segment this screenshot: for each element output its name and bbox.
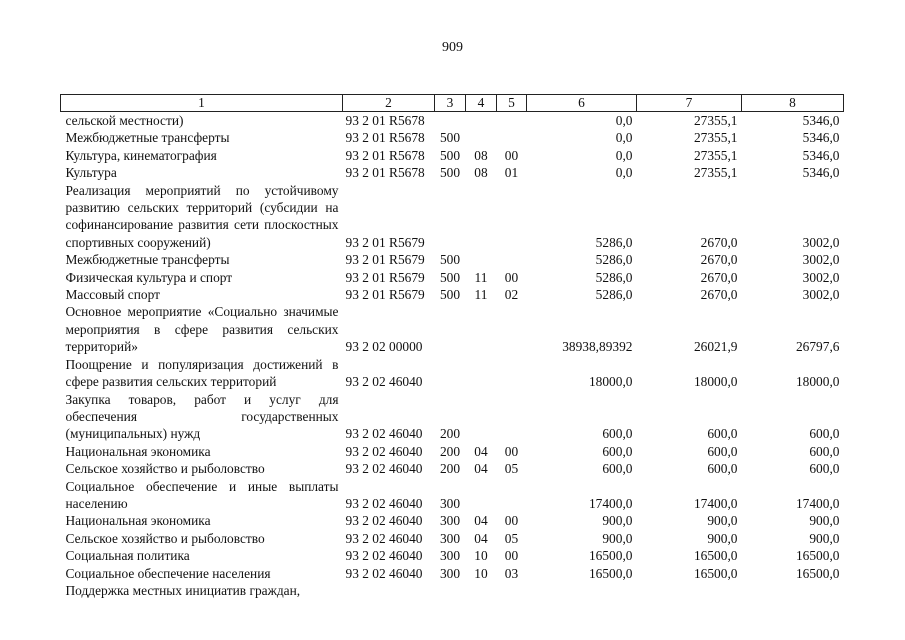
table-row: [61, 251, 844, 268]
amount-year-2-cell: 900,0: [707, 530, 738, 546]
target-code-cell: 93 2 02 46040: [345, 565, 423, 581]
budget-table: [60, 94, 844, 599]
target-code-cell: 93 2 02 46040: [345, 548, 423, 564]
amount-year-2-cell: 27355,1: [693, 147, 738, 163]
expense-type-cell: 300: [439, 565, 461, 581]
target-code-cell: 93 2 02 00000: [345, 339, 423, 355]
subsection-code-cell: [497, 478, 527, 513]
table-row: [61, 478, 844, 513]
section-code-cell: 04: [474, 513, 488, 529]
target-code-cell: 93 2 01 R5678: [345, 130, 425, 146]
amount-year-2-cell: 2670,0: [700, 252, 738, 268]
row-name-cell: Поддержка местных инициатив граждан,: [65, 582, 301, 598]
table-row: [61, 547, 844, 564]
amount-year-3-cell: [742, 582, 844, 599]
subsection-code-cell: [497, 129, 527, 146]
amount-year-1-cell: [527, 582, 637, 599]
expense-type-cell: 300: [439, 548, 461, 564]
column-header: 6: [527, 95, 637, 112]
section-code-cell: [466, 478, 497, 513]
section-code-cell: [466, 251, 497, 268]
section-code-cell: 04: [474, 461, 488, 477]
table-row: [61, 182, 844, 252]
row-name-cell: сельской местности): [65, 113, 184, 128]
row-name-cell: Реализация мероприятий по устойчивому развитию сельских территорий (субсидии на софинансирование развития сети плоскостных спортивных сооружений): [65, 182, 339, 250]
table-row: [61, 164, 844, 181]
row-name-cell: Закупка товаров, работ и услуг для обеспечения государственных (муниципальных) нужд: [65, 391, 339, 442]
subsection-code-cell: [497, 391, 527, 443]
row-name-cell: Культура, кинематография: [65, 147, 217, 163]
amount-year-1-cell: 5286,0: [595, 287, 633, 303]
column-header: 5: [497, 95, 527, 112]
table-row: [61, 286, 844, 303]
amount-year-2-cell: 2670,0: [700, 269, 738, 285]
subsection-code-cell: 02: [504, 287, 519, 303]
amount-year-3-cell: 3002,0: [802, 269, 840, 285]
amount-year-2-cell: 600,0: [707, 461, 738, 477]
amount-year-1-cell: 0,0: [615, 113, 633, 128]
row-name-cell: Национальная экономика: [65, 513, 211, 529]
amount-year-1-cell: 0,0: [615, 147, 633, 163]
amount-year-1-cell: 900,0: [602, 530, 633, 546]
row-name-cell: Физическая культура и спорт: [65, 269, 233, 285]
amount-year-3-cell: 3002,0: [802, 234, 840, 250]
amount-year-3-cell: 600,0: [809, 443, 840, 459]
subsection-code-cell: [497, 112, 527, 130]
table-header: [61, 95, 844, 112]
amount-year-3-cell: 3002,0: [802, 287, 840, 303]
subsection-code-cell: 05: [504, 461, 519, 477]
expense-type-cell: 200: [439, 443, 461, 459]
expense-type-cell: [435, 582, 466, 599]
column-header: 7: [637, 95, 742, 112]
table-row: [61, 512, 844, 529]
section-code-cell: 11: [474, 287, 488, 303]
amount-year-1-cell: 38938,89392: [562, 339, 633, 355]
amount-year-2-cell: 18000,0: [693, 374, 738, 390]
section-code-cell: [466, 582, 497, 599]
target-code-cell: 93 2 02 46040: [345, 530, 423, 546]
table-row: [61, 443, 844, 460]
target-code-cell: 93 2 01 R5678: [345, 165, 425, 181]
row-name-cell: Межбюджетные трансферты: [65, 130, 230, 146]
expense-type-cell: 300: [439, 513, 461, 529]
subsection-code-cell: 00: [504, 443, 519, 459]
amount-year-3-cell: 600,0: [809, 461, 840, 477]
table-row: [61, 582, 844, 599]
amount-year-1-cell: 0,0: [615, 165, 633, 181]
amount-year-1-cell: 5286,0: [595, 234, 633, 250]
subsection-code-cell: 03: [504, 565, 519, 581]
row-name-cell: Социальное обеспечение и иные выплаты населению: [65, 478, 339, 511]
target-code-cell: 93 2 02 46040: [345, 443, 423, 459]
amount-year-3-cell: 900,0: [809, 530, 840, 546]
expense-type-cell: 500: [439, 287, 461, 303]
amount-year-3-cell: 3002,0: [802, 252, 840, 268]
row-name-cell: Основное мероприятие «Социально значимые мероприятия в сфере развития сельских территорий»: [65, 304, 339, 355]
expense-type-cell: 200: [439, 426, 461, 442]
table-body: [61, 112, 844, 600]
target-code-cell: 93 2 02 46040: [345, 495, 423, 511]
table-row: [61, 129, 844, 146]
amount-year-2-cell: 16500,0: [693, 565, 738, 581]
section-code-cell: 11: [474, 269, 488, 285]
column-header: 3: [435, 95, 466, 112]
column-header: 2: [343, 95, 435, 112]
amount-year-1-cell: 0,0: [615, 130, 633, 146]
target-code-cell: 93 2 01 R5678: [345, 113, 425, 128]
table-row: [61, 112, 844, 130]
amount-year-2-cell: 600,0: [707, 426, 738, 442]
section-code-cell: [466, 356, 497, 391]
amount-year-2-cell: 26021,9: [693, 339, 738, 355]
expense-type-cell: [435, 112, 466, 130]
amount-year-1-cell: 5286,0: [595, 269, 633, 285]
expense-type-cell: [435, 303, 466, 355]
amount-year-1-cell: 600,0: [602, 443, 633, 459]
section-code-cell: 08: [474, 147, 488, 163]
row-name-cell: Социальная политика: [65, 548, 190, 564]
subsection-code-cell: 00: [504, 147, 519, 163]
amount-year-1-cell: 900,0: [602, 513, 633, 529]
section-code-cell: [466, 391, 497, 443]
amount-year-2-cell: 600,0: [707, 443, 738, 459]
section-code-cell: 04: [474, 530, 488, 546]
expense-type-cell: 500: [439, 269, 461, 285]
table-row: [61, 356, 844, 391]
expense-type-cell: [435, 356, 466, 391]
target-code-cell: 93 2 02 46040: [345, 513, 423, 529]
expense-type-cell: [435, 182, 466, 252]
target-code-cell: 93 2 02 46040: [345, 374, 423, 390]
table-row: [61, 147, 844, 164]
section-code-cell: [466, 303, 497, 355]
table-row: [61, 303, 844, 355]
column-header: 1: [61, 95, 343, 112]
section-code-cell: 08: [474, 165, 488, 181]
row-name-cell: Национальная экономика: [65, 443, 211, 459]
amount-year-1-cell: 16500,0: [588, 548, 633, 564]
section-code-cell: [466, 112, 497, 130]
amount-year-2-cell: 17400,0: [693, 495, 738, 511]
subsection-code-cell: [497, 303, 527, 355]
target-code-cell: 93 2 02 46040: [345, 426, 423, 442]
amount-year-2-cell: 27355,1: [693, 130, 738, 146]
amount-year-2-cell: 27355,1: [693, 165, 738, 181]
section-code-cell: [466, 129, 497, 146]
target-code-cell: [343, 582, 435, 599]
header-row: [61, 95, 844, 112]
amount-year-3-cell: 5346,0: [802, 165, 840, 181]
expense-type-cell: 500: [439, 252, 461, 268]
row-name-cell: Поощрение и популяризация достижений в сфере развития сельских территорий: [65, 356, 339, 390]
target-code-cell: 93 2 02 46040: [345, 461, 423, 477]
amount-year-3-cell: 5346,0: [802, 147, 840, 163]
subsection-code-cell: 00: [504, 269, 519, 285]
amount-year-3-cell: 16500,0: [795, 565, 840, 581]
amount-year-2-cell: 900,0: [707, 513, 738, 529]
row-name-cell: Межбюджетные трансферты: [65, 252, 230, 268]
table-row: [61, 269, 844, 286]
subsection-code-cell: [497, 251, 527, 268]
expense-type-cell: 200: [439, 461, 461, 477]
table-row: [61, 391, 844, 443]
row-name-cell: Социальное обеспечение населения: [65, 565, 271, 581]
amount-year-3-cell: 5346,0: [802, 113, 840, 128]
amount-year-2-cell: 16500,0: [693, 548, 738, 564]
expense-type-cell: 500: [439, 130, 461, 146]
amount-year-1-cell: 600,0: [602, 426, 633, 442]
subsection-code-cell: 00: [504, 548, 519, 564]
amount-year-1-cell: 18000,0: [588, 374, 633, 390]
amount-year-2-cell: 2670,0: [700, 234, 738, 250]
amount-year-3-cell: 600,0: [809, 426, 840, 442]
target-code-cell: 93 2 01 R5679: [345, 252, 425, 268]
subsection-code-cell: [497, 182, 527, 252]
amount-year-1-cell: 16500,0: [588, 565, 633, 581]
subsection-code-cell: [497, 356, 527, 391]
subsection-code-cell: 05: [504, 530, 519, 546]
amount-year-3-cell: 26797,6: [795, 339, 840, 355]
expense-type-cell: 500: [439, 147, 461, 163]
amount-year-1-cell: 17400,0: [588, 495, 633, 511]
amount-year-3-cell: 18000,0: [795, 374, 840, 390]
subsection-code-cell: 00: [504, 513, 519, 529]
section-code-cell: [466, 182, 497, 252]
target-code-cell: 93 2 01 R5679: [345, 234, 425, 250]
section-code-cell: 04: [474, 443, 488, 459]
amount-year-3-cell: 900,0: [809, 513, 840, 529]
amount-year-3-cell: 16500,0: [795, 548, 840, 564]
amount-year-1-cell: 600,0: [602, 461, 633, 477]
target-code-cell: 93 2 01 R5679: [345, 269, 425, 285]
table-row: [61, 530, 844, 547]
amount-year-3-cell: 5346,0: [802, 130, 840, 146]
section-code-cell: 10: [474, 565, 488, 581]
amount-year-1-cell: 5286,0: [595, 252, 633, 268]
amount-year-2-cell: [637, 582, 742, 599]
amount-year-2-cell: 27355,1: [693, 113, 738, 128]
section-code-cell: 10: [474, 548, 488, 564]
table-row: [61, 460, 844, 477]
page-number: 909: [442, 40, 463, 55]
row-name-cell: Культура: [65, 165, 117, 181]
subsection-code-cell: 01: [504, 165, 519, 181]
row-name-cell: Сельское хозяйство и рыболовство: [65, 530, 265, 546]
amount-year-2-cell: 2670,0: [700, 287, 738, 303]
expense-type-cell: 500: [439, 165, 461, 181]
amount-year-3-cell: 17400,0: [795, 495, 840, 511]
target-code-cell: 93 2 01 R5678: [345, 147, 425, 163]
target-code-cell: 93 2 01 R5679: [345, 287, 425, 303]
row-name-cell: Массовый спорт: [65, 287, 160, 303]
subsection-code-cell: [497, 582, 527, 599]
expense-type-cell: 300: [439, 495, 461, 511]
table-row: [61, 565, 844, 582]
column-header: 4: [466, 95, 497, 112]
row-name-cell: Сельское хозяйство и рыболовство: [65, 461, 265, 477]
column-header: 8: [742, 95, 844, 112]
expense-type-cell: 300: [439, 530, 461, 546]
